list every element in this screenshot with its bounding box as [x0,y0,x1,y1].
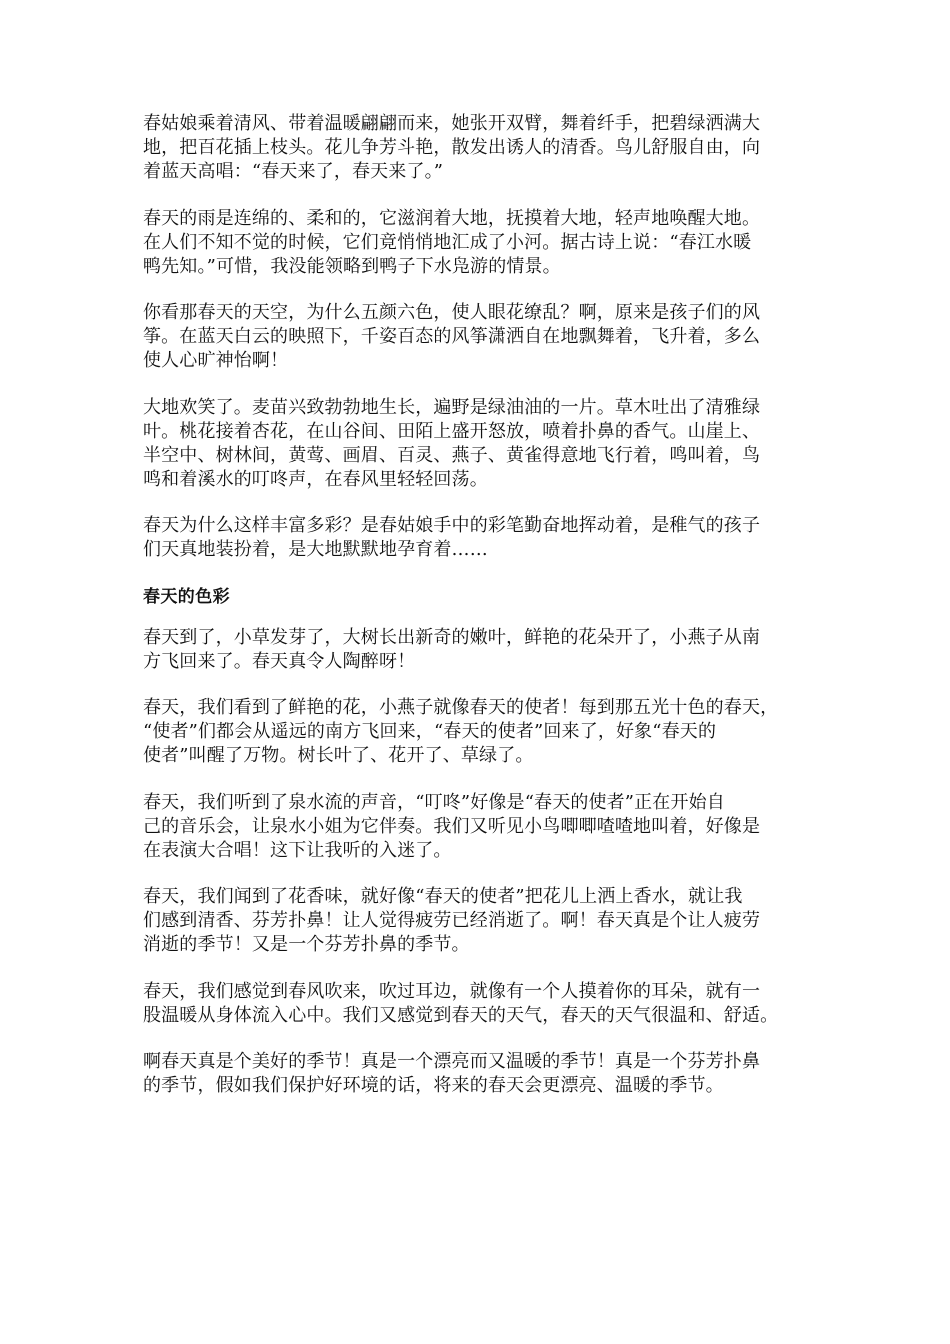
paragraph-conclusion: 啊春天真是个美好的季节！真是一个漂亮而又温暖的季节！真是一个芬芳扑鼻 的季节，假如我们保护好环境的话，将来的春天会更漂亮、温暖的季节。 [143,1051,761,1096]
paragraph-we-see: 春天，我们看到了鲜艳的花，小燕子就像春天的使者！每到那五光十色的春天， “使者”们都会从遥远的南方飞回来，“春天的使者”回来了，好象“春天的 使者”叫醒了万物。树长叶了、花开了、草绿了。 [143,697,779,766]
paragraph-spring-rain: 春天的雨是连绵的、柔和的，它滋润着大地，抚摸着大地，轻声地唤醒大地。 在人们不知不觉的时候，它们竟悄悄地汇成了小河。据古诗上说：“春江水暖 鸭先知。”可惜，我没能领略到鸭子下水凫游的情景。 [143,207,761,277]
paragraph-spring-sky-kites: 你看那春天的天空，为什么五颜六色，使人眼花缭乱？啊，原来是孩子们的风 筝。在蓝天白云的映照下，千姿百态的风筝潇洒自在地飘舞着，飞升着，多么 使人心旷神怡啊！ [143,302,761,371]
paragraph-earth-laughs: 大地欢笑了。麦苗兴致勃勃地生长，遍野是绿油油的一片。草木吐出了清雅绿 叶。桃花接着杏花，在山谷间、田陌上盛开怒放，喷着扑鼻的香气。山崖上、 半空中、树林间，黄莺、画眉、百灵、燕子、黄雀得意地飞行着，鸣叫着，鸟 鸣和着溪水的叮咚声，在春风里轻轻回荡。 [143,396,761,490]
section-heading: 春天的色彩 [143,586,230,607]
paragraph-why-colorful: 春天为什么这样丰富多彩？是春姑娘手中的彩笔勤奋地挥动着，是稚气的孩子 们天真地装扮着，是大地默默地孕育着…… [143,515,761,560]
paragraph-we-feel: 春天，我们感觉到春风吹来，吹过耳边，就像有一个人摸着你的耳朵，就有一 股温暖从身体流入心中。我们又感觉到春天的天气，春天的天气很温和、舒适。 [143,980,779,1026]
paragraph-we-hear: 春天，我们听到了泉水流的声音，“叮咚”好像是“春天的使者”正在开始自 己的音乐会，让泉水小姐为它伴奏。我们又听见小鸟唧唧喳喳地叫着，好像是 在表演大合唱！这下让我听的入迷了。 [143,791,761,861]
document-body [143,112,811,1121]
paragraph-spring-arrives: 春天到了，小草发芽了，大树长出新奇的嫩叶，鲜艳的花朵开了，小燕子从南 方飞回来了。春天真令人陶醉呀！ [143,626,761,672]
paragraph-we-smell: 春天，我们闻到了花香味，就好像“春天的使者”把花儿上洒上香水，就让我 们感到清香、芬芳扑鼻！让人觉得疲劳已经消逝了。啊！春天真是个让人疲劳 消逝的季节！又是一个芬芳扑鼻的季节。 [143,886,761,955]
paragraph-spring-girl: 春姑娘乘着清风、带着温暖翩翩而来，她张开双臂，舞着纤手，把碧绿洒满大 地，把百花插上枝头。花儿争芳斗艳，散发出诱人的清香。鸟儿舒服自由，向 着蓝天高唱：“春天来了，春天来了。” [143,113,761,182]
